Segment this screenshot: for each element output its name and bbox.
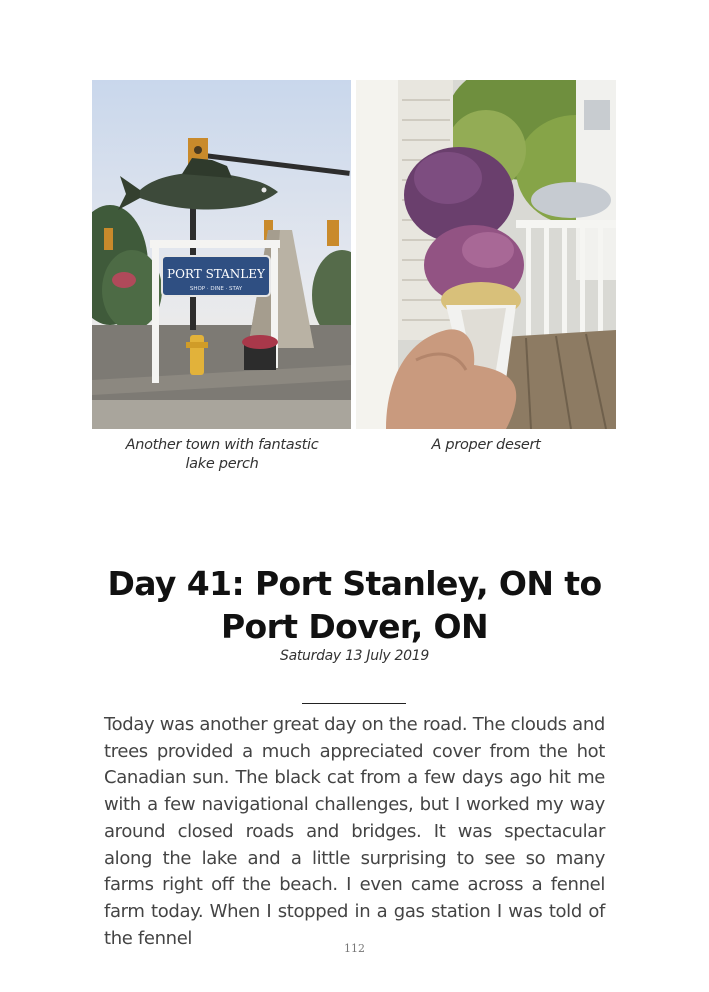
entry-body: Today was another great day on the road. The clouds and trees provided a much appreciated cover from the hot Canadian sun. The black cat from a few days ago hit me with a few navigational challenges, but I worked my way around closed roads and bridges. It was spectacular along the lake and a little surprising to see so many farms right off the beach. I even came across a fennel farm today. When I stopped in a gas station I was told of the fennel — [104, 714, 605, 949]
photo-ice-cream — [356, 80, 616, 429]
sign-subtitle: SHOP · DINE · STAY — [189, 286, 243, 292]
photo-port-stanley-sign — [92, 80, 351, 429]
photo-caption-left: Another town with fantastic lake perch — [125, 437, 319, 472]
section-divider — [302, 703, 406, 704]
sign-title: PORT STANLEY — [167, 267, 265, 281]
entry-date: Saturday 13 July 2019 — [279, 648, 429, 664]
ice-cream-photo-illustration — [356, 80, 616, 429]
chapter-title: Day 41: Port Stanley, ON to Port Dover, ON — [107, 564, 602, 646]
page-number: 112 — [344, 942, 365, 955]
port-stanley-photo-illustration — [92, 80, 351, 429]
photo-caption-right: A proper desert — [431, 437, 541, 453]
